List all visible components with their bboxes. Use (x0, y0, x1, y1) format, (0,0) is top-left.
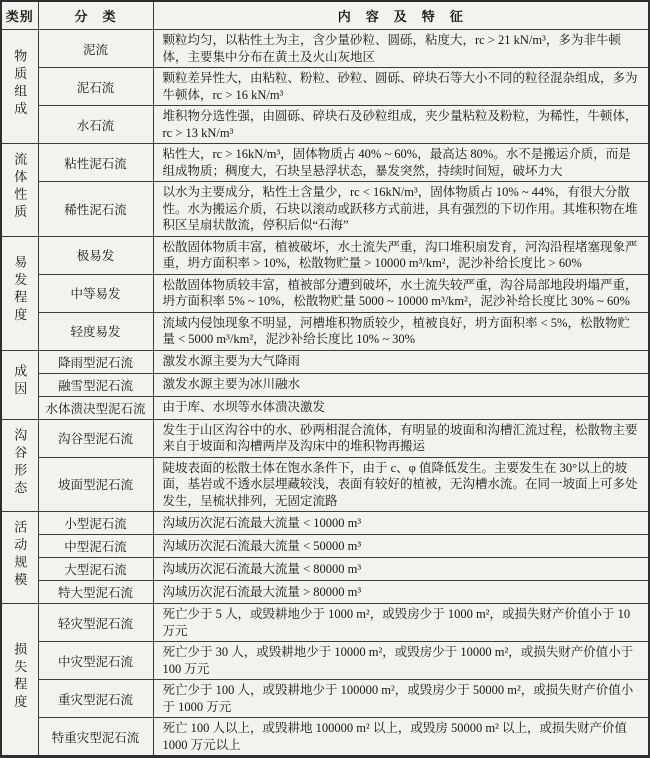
category-label: 物质组成 (12, 48, 28, 120)
content-cell: 堆积物分选性强，由圆砾、碎块石及砂粒组成，夹少量粘粒及粉粒，为稀性，牛顿体，rc > 13 kN/m³ (153, 106, 649, 144)
type-cell: 坡面型泥石流 (38, 457, 153, 512)
content-cell: 死亡少于 30 人，或毁耕地少于 10000 m²，或毁房少于 10000 m²，或损失财产价值小于 100 万元 (153, 642, 649, 680)
category-cell (1, 604, 38, 757)
type-cell: 小型泥石流 (38, 512, 153, 535)
category-cell (1, 419, 38, 512)
content-cell: 死亡少于 100 人，或毁耕地少于 100000 m²，或毁房少于 50000 m²，或损失财产价值小于 1000 万元 (153, 680, 649, 718)
content-cell: 流域内侵蚀现象不明显，河槽堆积物质较少，植被良好，坍方面积率 < 5%，松散物贮量 < 5000 m³/km²，泥沙补给长度比 10% ~ 30% (153, 312, 649, 350)
category-cell (1, 30, 38, 144)
table-row (1, 350, 649, 373)
content-cell: 松散固体物质丰富，植被破坏，水土流失严重，沟口堆积扇发育，河沟沿程堵塞现象严重，坍方面积率 > 10%，松散物贮量 > 10000 m³/km²，泥沙补给长度比 > 60% (153, 236, 649, 274)
content-cell: 发生于山区沟谷中的水、砂两相混合流体，有明显的坡面和沟槽汇流过程，松散物主要来自于坡面和沟槽两岸及沟床中的堆积物再搬运 (153, 419, 649, 457)
content-cell: 激发水源主要为冰川融水 (153, 373, 649, 396)
type-cell: 特大型泥石流 (38, 581, 153, 604)
header-type: 分 类 (38, 1, 153, 30)
type-cell: 水体溃决型泥石流 (38, 396, 153, 419)
type-cell: 粘性泥石流 (38, 144, 153, 182)
table-row (1, 604, 649, 642)
table-row (1, 581, 649, 604)
content-cell: 沟域历次泥石流最大流量 < 10000 m³ (153, 512, 649, 535)
content-cell: 颗粒差异性大，由粘粒、粉粒、砂粒、圆砾、碎块石等大小不同的粒径混杂组成，多为牛顿体，rc > 16 kN/m³ (153, 68, 649, 106)
content-cell: 松散固体物质较丰富，植被部分遭到破坏，水土流失较严重，沟谷局部地段坍塌严重，坍方面积率 5% ~ 10%，松散物贮量 5000 ~ 10000 m³/km²，泥沙补给长度比 30% ~ 60% (153, 274, 649, 312)
header-category: 类别 (1, 1, 38, 30)
type-cell: 泥石流 (38, 68, 153, 106)
category-label: 成因 (12, 364, 28, 400)
table-row (1, 144, 649, 182)
type-cell: 中灾型泥石流 (38, 642, 153, 680)
category-cell (1, 236, 38, 350)
category-label: 活动规模 (12, 519, 28, 591)
content-cell: 陡坡表面的松散土体在饱水条件下，由于 c、φ 值降低发生。主要发生在 30°以上的坡面，基岩或不透水层埋藏较浅，表面有较好的植被，无沟槽水流。在同一坡面上可多处发生，呈梳状排列，无固定流路 (153, 457, 649, 512)
type-cell: 中型泥石流 (38, 535, 153, 558)
type-cell: 水石流 (38, 106, 153, 144)
table-header (1, 1, 649, 30)
content-cell: 激发水源主要为大气降雨 (153, 350, 649, 373)
content-cell: 沟域历次泥石流最大流量 < 80000 m³ (153, 558, 649, 581)
content-cell: 粘性大，rc > 16kN/m³，固体物质占 40% ~ 60%，最高达 80%。水不是搬运介质，而是组成物质；稠度大，石块呈悬浮状态，暴发突然，持续时间短，破坏力大 (153, 144, 649, 182)
table-row (1, 718, 649, 757)
table-row (1, 236, 649, 274)
category-label: 损失程度 (12, 641, 28, 713)
content-cell: 死亡 100 人以上，或毁耕地 100000 m² 以上，或毁房 50000 m² 以上，或损失财产价值 1000 万元以上 (153, 718, 649, 757)
content-cell: 死亡少于 5 人，或毁耕地少于 1000 m²，或毁房少于 1000 m²，或损失财产价值小于 10 万元 (153, 604, 649, 642)
type-cell: 大型泥石流 (38, 558, 153, 581)
type-cell: 泥流 (38, 30, 153, 68)
category-cell (1, 144, 38, 237)
table-row (1, 457, 649, 512)
type-cell: 特重灾型泥石流 (38, 718, 153, 757)
table-row (1, 396, 649, 419)
table-row (1, 68, 649, 106)
content-cell: 沟域历次泥石流最大流量 > 80000 m³ (153, 581, 649, 604)
content-cell: 由于库、水坝等水体溃决激发 (153, 396, 649, 419)
category-label: 沟谷形态 (12, 427, 28, 498)
header-content: 内 容 及 特 征 (153, 1, 649, 30)
table-row (1, 106, 649, 144)
table-row (1, 680, 649, 718)
table-row (1, 182, 649, 237)
table-row (1, 419, 649, 457)
type-cell: 轻度易发 (38, 312, 153, 350)
header-row (1, 1, 649, 30)
table-row (1, 512, 649, 535)
table-row (1, 558, 649, 581)
table-row (1, 30, 649, 68)
type-cell: 融雪型泥石流 (38, 373, 153, 396)
type-cell: 稀性泥石流 (38, 182, 153, 237)
content-cell: 以水为主要成分，粘性土含量少，rc < 16kN/m³，固体物质占 10% ~ 44%，有很大分散性。水为搬运介质，石块以滚动或跃移方式前进，具有强烈的下切作用。其堆积物在堆积区呈扇状散流，停积后似“石海” (153, 182, 649, 237)
content-cell: 颗粒均匀，以粘性土为主，含少量砂粒、圆砾，粘度大，rc > 21 kN/m³，多为非牛顿体，主要集中分布在黄土及火山灰地区 (153, 30, 649, 68)
table-row (1, 642, 649, 680)
type-cell: 轻灾型泥石流 (38, 604, 153, 642)
type-cell: 降雨型泥石流 (38, 350, 153, 373)
type-cell: 极易发 (38, 236, 153, 274)
category-label: 流体性质 (12, 152, 28, 223)
table-row (1, 274, 649, 312)
type-cell: 中等易发 (38, 274, 153, 312)
type-cell: 沟谷型泥石流 (38, 419, 153, 457)
table-row (1, 373, 649, 396)
content-cell: 沟域历次泥石流最大流量 < 50000 m³ (153, 535, 649, 558)
table-body (1, 30, 649, 757)
table-row (1, 535, 649, 558)
table-row (1, 312, 649, 350)
category-cell (1, 512, 38, 604)
type-cell: 重灾型泥石流 (38, 680, 153, 718)
category-cell (1, 350, 38, 419)
category-label: 易发程度 (12, 255, 28, 326)
